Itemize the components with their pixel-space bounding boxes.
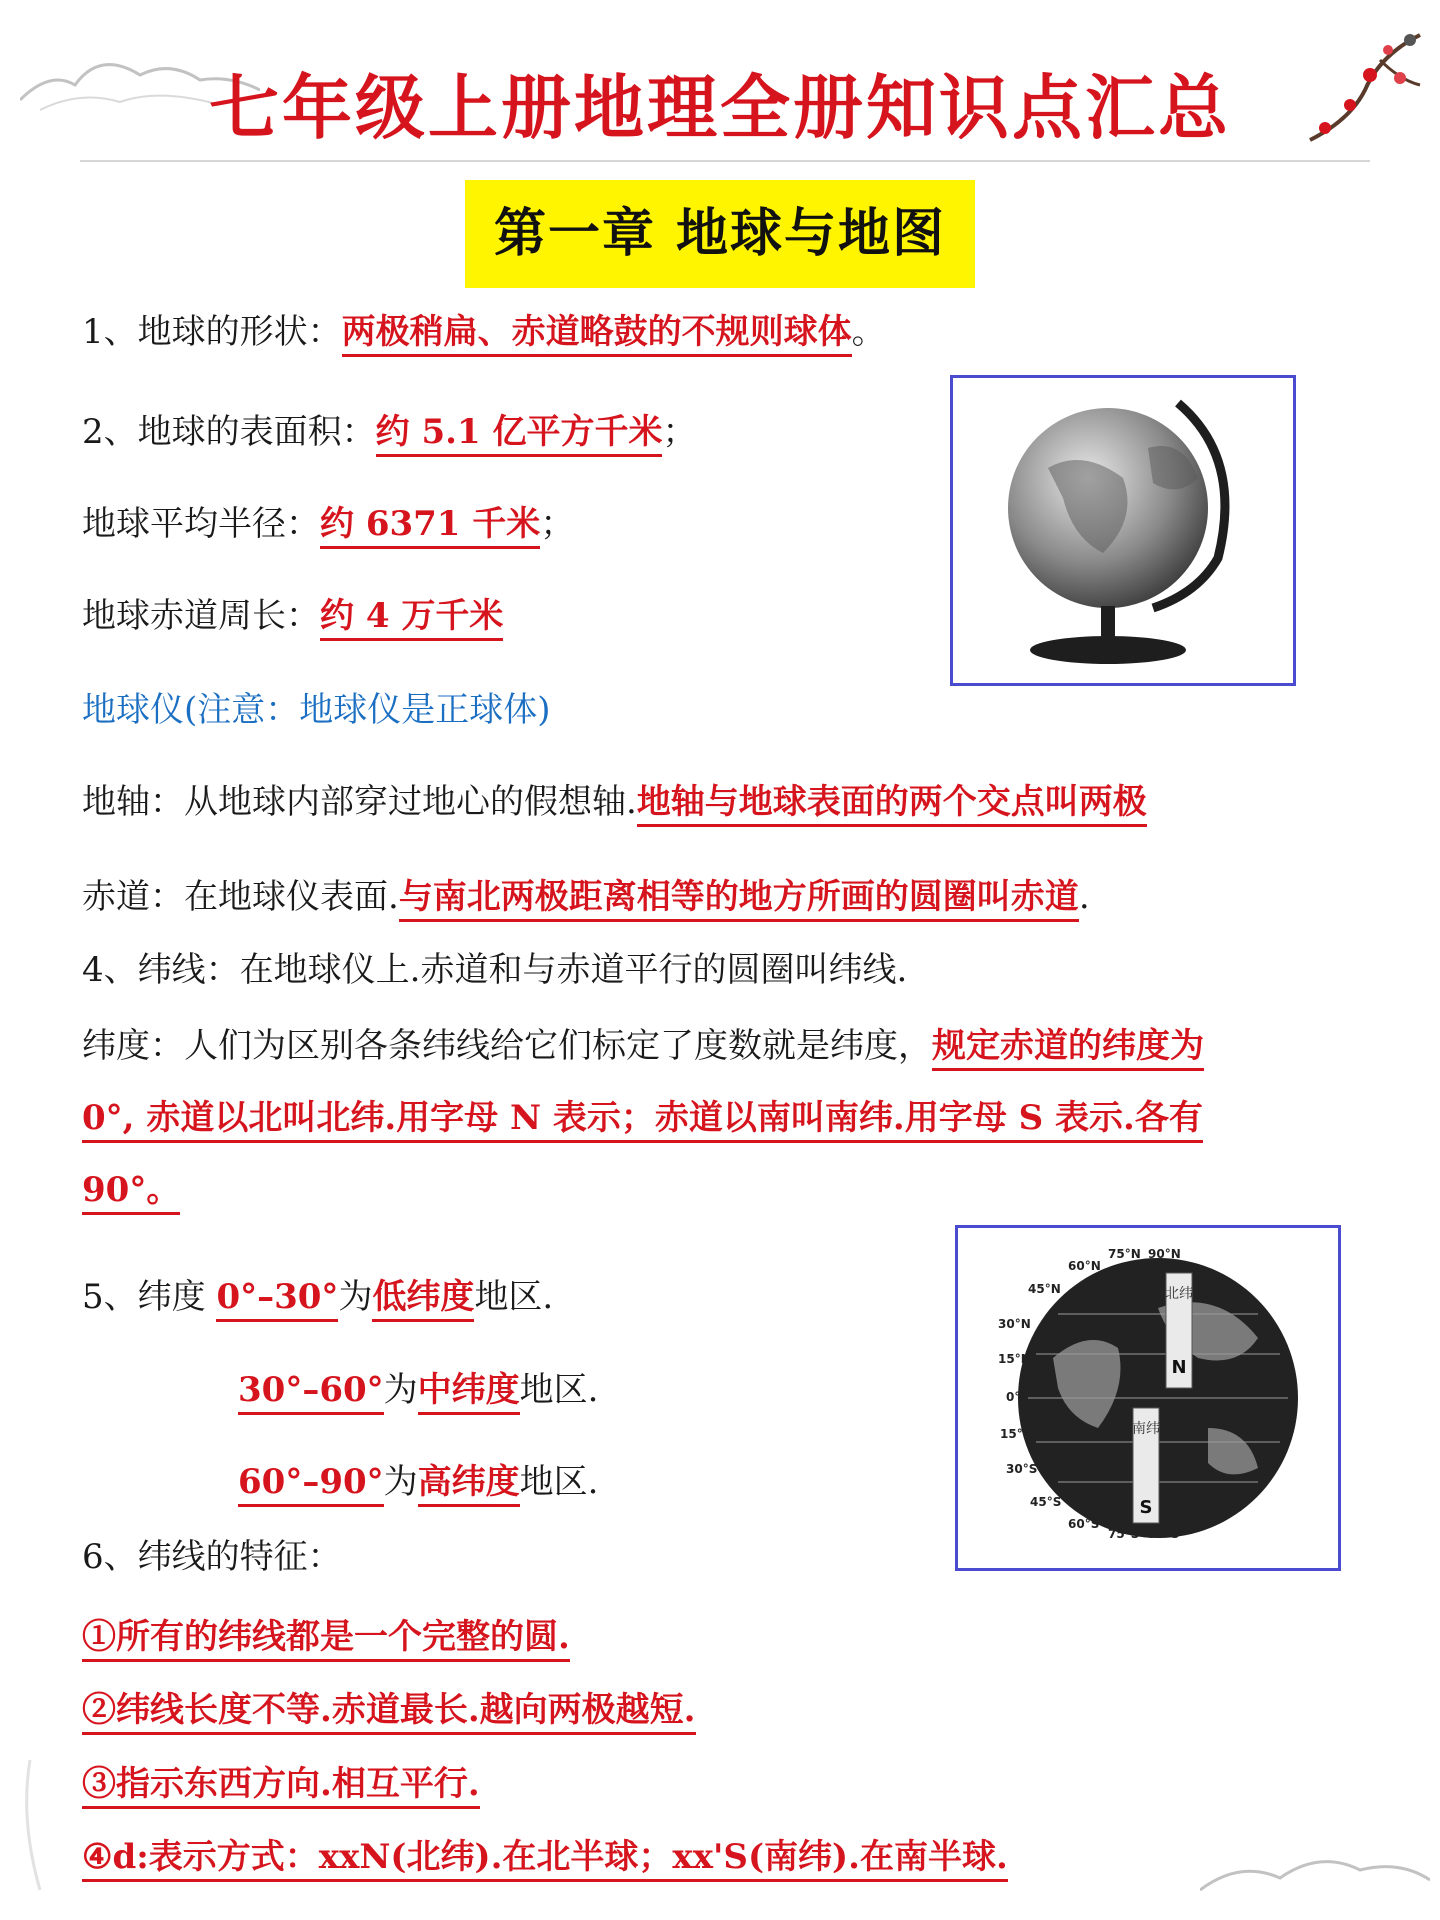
radius-line: 地球平均半径：约 6371 千米； <box>82 502 574 546</box>
latitude-label: 90°S <box>1148 1527 1180 1541</box>
mid-latitude-line: 30°–60°为中纬度地区. <box>238 1368 598 1412</box>
low-latitude-line: 5、纬度 0°–30°为低纬度地区. <box>82 1275 553 1319</box>
high-latitude-line: 60°–90°为高纬度地区. <box>238 1460 598 1504</box>
circumference-answer: 约 4 万千米 <box>320 596 503 641</box>
feature-item-1: ①所有的纬线都是一个完整的圆. <box>82 1615 570 1659</box>
axis-answer: 地轴与地球表面的两个交点叫两极 <box>637 782 1147 827</box>
surface-area-line: 2、地球的表面积：约 5.1 亿平方千米； <box>82 410 696 454</box>
circumference-line: 地球赤道周长：约 4 万千米 <box>82 594 503 638</box>
mountain-mist-decoration-bottom-right <box>1200 1830 1430 1910</box>
globe-image <box>950 375 1296 686</box>
latitude-label: 60°S <box>1068 1517 1100 1531</box>
page-title: 七年级上册地理全册知识点汇总 <box>209 67 1231 149</box>
feature-item-4: ④d:表示方式：xxN(北纬).在北半球；xx'S(南纬).在南半球. <box>82 1835 1008 1879</box>
latitude-paragraph: 纬度：人们为区别各条纬线给它们标定了度数就是纬度，规定赤道的纬度为 0°, 赤道以北叫北纬.用字母 N 表示；赤道以南叫南纬.用字母 S 表示.各有 90°。 <box>82 1010 1372 1226</box>
latitude-label: 75°N <box>1108 1247 1141 1261</box>
features-heading: 6、纬线的特征： <box>82 1537 342 1577</box>
latitude-label: 75°S <box>1108 1527 1140 1541</box>
north-box-label: 北纬 <box>1165 1286 1193 1302</box>
parallel-line: 4、纬线：在地球仪上.赤道和与赤道平行的圆圈叫纬线. <box>82 950 908 990</box>
radius-answer: 约 6371 千米 <box>320 504 540 549</box>
chapter-heading: 第一章 地球与地图 <box>465 180 975 288</box>
latitude-label: 30°N <box>998 1317 1031 1331</box>
latitude-label: 60°N <box>1068 1259 1101 1273</box>
latitude-label: 15°N <box>998 1352 1031 1366</box>
feature-item-2: ②纬线长度不等.赤道最长.越向两极越短. <box>82 1688 696 1732</box>
globe-icon <box>953 378 1293 683</box>
shape-line: 1、地球的形状：两极稍扁、赤道略鼓的不规则球体。 <box>82 310 886 354</box>
equator-answer: 与南北两极距离相等的地方所画的圆圈叫赤道 <box>399 877 1079 922</box>
title-divider <box>80 160 1370 162</box>
north-letter: N <box>1171 1357 1187 1378</box>
south-letter: S <box>1139 1497 1153 1518</box>
axis-line: 地轴：从地球内部穿过地心的假想轴.地轴与地球表面的两个交点叫两极 <box>82 780 1147 824</box>
latitude-label: 30°S <box>1006 1462 1038 1476</box>
shape-answer: 两极稍扁、赤道略鼓的不规则球体 <box>342 312 852 357</box>
south-box-label: 南纬 <box>1132 1421 1160 1437</box>
latitude-label: 0° <box>1006 1390 1021 1404</box>
feature-item-3: ③指示东西方向.相互平行. <box>82 1762 480 1806</box>
latitude-label: 45°N <box>1028 1282 1061 1296</box>
latitude-diagram <box>955 1225 1341 1571</box>
equator-line: 赤道：在地球仪表面.与南北两极距离相等的地方所画的圆圈叫赤道. <box>82 875 1090 919</box>
latitude-label: 90°N <box>1148 1247 1181 1261</box>
latitude-label: 15°S <box>1000 1427 1032 1441</box>
latitude-label: 45°S <box>1030 1495 1062 1509</box>
globe-note: 地球仪(注意：地球仪是正球体) <box>82 690 551 730</box>
surface-area-answer: 约 5.1 亿平方千米 <box>376 412 663 457</box>
